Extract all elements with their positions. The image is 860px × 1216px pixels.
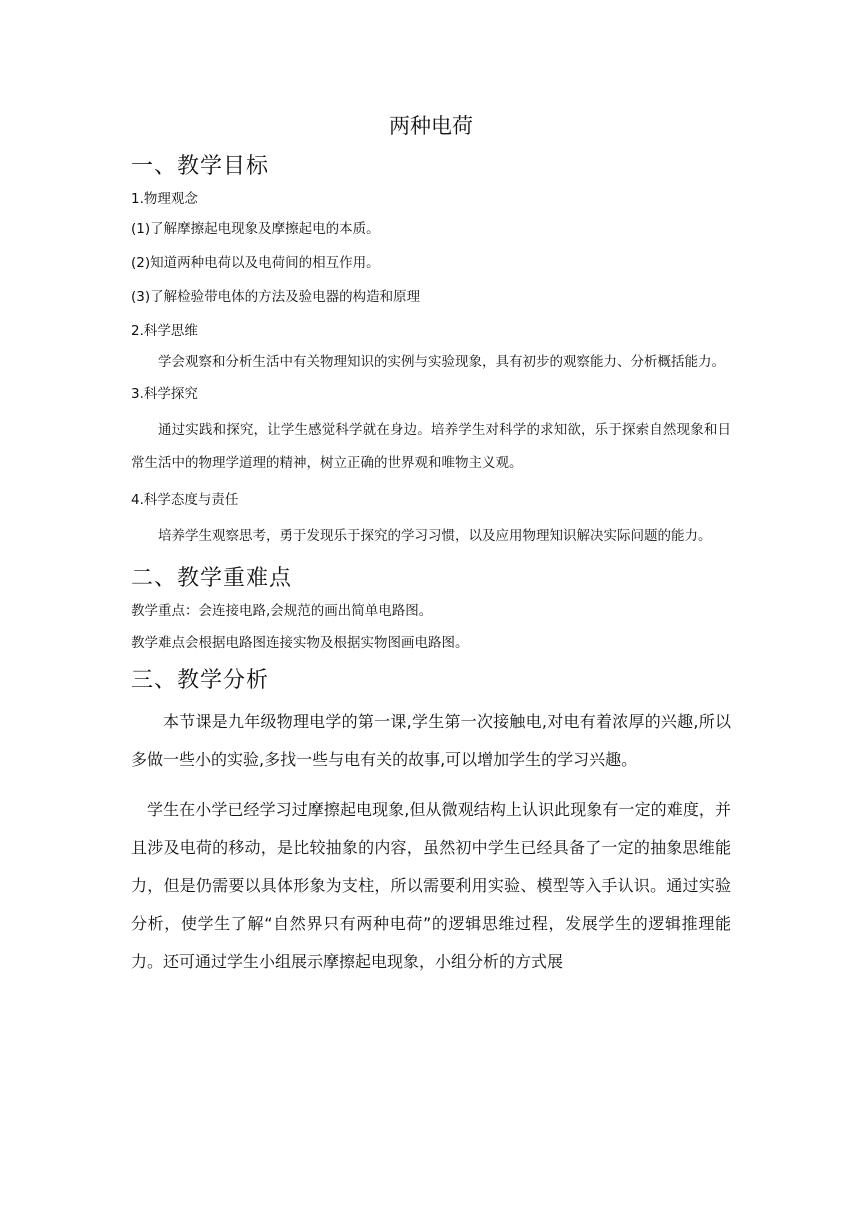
key-point-line: 教学重点：会连接电路,会规范的画出简单电路图。 <box>131 603 433 619</box>
paragraph-attitude-responsibility: 培养学生观察思考，勇于发现乐于探究的学习习惯，以及应用物理知识解决实际问题的能力。 <box>158 528 712 544</box>
subheading-scientific-thinking: 2.科学思维 <box>131 323 198 339</box>
paragraph-scientific-inquiry: 通过实践和探究，让学生感觉科学就在身边。培养学生对科学的求知欲，乐于探索自然现象和日常生活中的物理学道理的精神，树立正确的世界观和唯物主义观。 <box>131 422 731 471</box>
difficult-point-line: 教学难点会根据电路图连接实物及根据实物图画电路图。 <box>131 635 469 651</box>
section-heading-key-difficult-points: 二、教学重难点 <box>131 566 293 591</box>
subheading-attitude-responsibility: 4.科学态度与责任 <box>131 492 239 508</box>
document-body <box>131 110 731 993</box>
objective-item: (1)了解摩擦起电现象及摩擦起电的本质。 <box>131 221 380 237</box>
subheading-scientific-inquiry: 3.科学探究 <box>131 386 198 402</box>
paragraph-analysis-2: 学生在小学已经学习过摩擦起电现象,但从微观结构上认识此现象有一定的难度，并且涉及电荷的移动，是比较抽象的内容，虽然初中学生已经具备了一定的抽象思维能力，但是仍需要以具体形象为支柱，所以需要利用实验、模型等入手认识。通过实验分析，使学生了解“自然界只有两种电荷”的逻辑思维过程，发展学生的逻辑推理能力。还可通过学生小组展示摩擦起电现象，小组分析的方式展 <box>131 800 731 971</box>
paragraph-analysis-1: 本节课是九年级物理电学的第一课,学生第一次接触电,对电有着浓厚的兴趣,所以多做一些小的实验,多找一些与电有关的故事,可以增加学生的学习兴趣。 <box>131 712 731 769</box>
section-heading-analysis: 三、教学分析 <box>131 668 270 693</box>
objective-item: (3)了解检验带电体的方法及验电器的构造和原理 <box>131 289 421 305</box>
section-heading-objectives: 一、教学目标 <box>131 154 270 179</box>
objective-item: (2)知道两种电荷以及电荷间的相互作用。 <box>131 255 380 271</box>
document-title: 两种电荷 <box>389 114 473 138</box>
subheading-physics-concept: 1.物理观念 <box>131 191 198 207</box>
paragraph-scientific-thinking: 学会观察和分析生活中有关物理知识的实例与实验现象，具有初步的观察能力、分析概括能力。 <box>158 354 725 370</box>
